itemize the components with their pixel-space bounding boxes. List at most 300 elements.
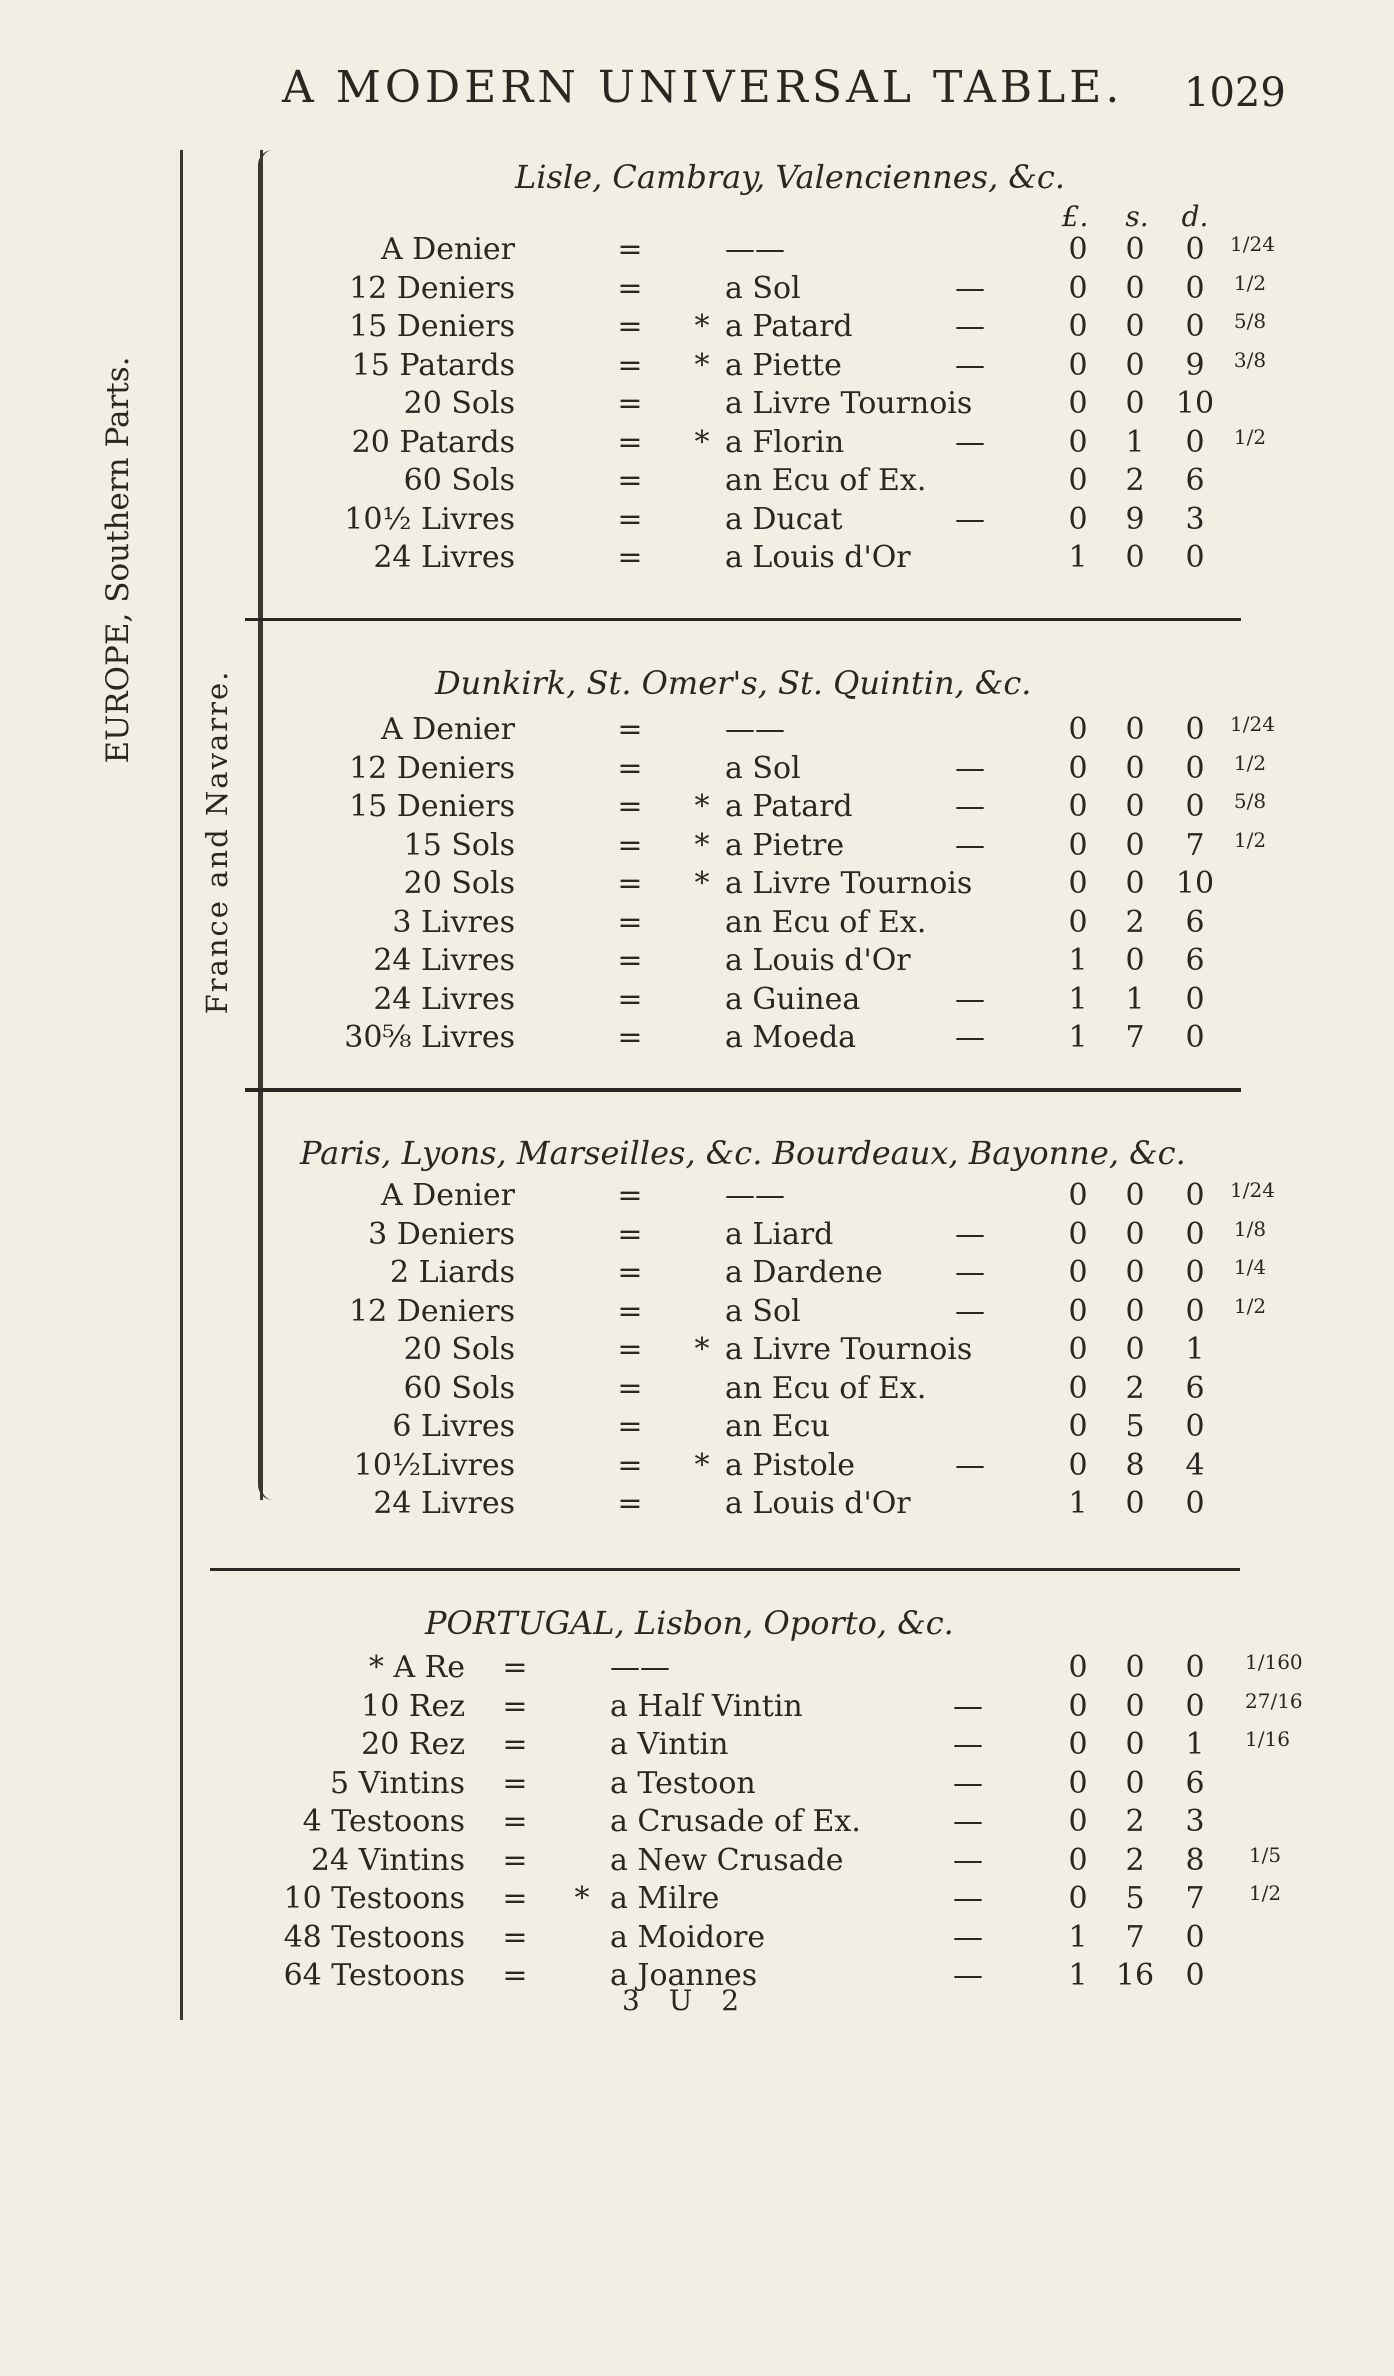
coin-name-cell: an Ecu (725, 1409, 830, 1444)
quantity-cell: A Denier (380, 712, 515, 747)
section-title: Paris, Lyons, Marseilles, &c. Bourdeaux, Bayonne, &c. (300, 1134, 1186, 1172)
signature-mark: 3 U 2 (622, 1984, 750, 2017)
quantity-cell: 24 Livres (373, 1486, 515, 1521)
dash-mark: — (953, 1919, 983, 1955)
col-head-pounds: £. (1061, 200, 1089, 233)
table-row (0, 1920, 1394, 1958)
fraction-cell: 5/8 (1233, 309, 1267, 333)
table-row (0, 1178, 1394, 1216)
shillings-cell: 0 (1125, 712, 1145, 747)
quantity-cell: 15 Sols (403, 827, 515, 863)
pounds-cell: 0 (1068, 904, 1088, 940)
equals-sign: = (617, 1178, 643, 1213)
quantity-cell: 64 Testoons (283, 1958, 465, 1993)
dash-mark: — (955, 309, 985, 344)
fraction-cell: 1/8 (1233, 1216, 1267, 1241)
asterisk-mark: * (694, 827, 710, 863)
shillings-cell: 0 (1125, 270, 1145, 306)
shillings-cell: 0 (1125, 1486, 1145, 1521)
shillings-cell: 7 (1125, 1919, 1145, 1955)
equals-sign: = (617, 943, 643, 978)
equals-sign: = (617, 1447, 643, 1483)
equals-sign: = (617, 270, 643, 306)
col-head-pence: d. (1181, 200, 1209, 233)
pounds-cell: 0 (1068, 1447, 1088, 1483)
fraction-cell: 1/16 (1245, 1727, 1290, 1751)
pence-cell: 0 (1185, 789, 1205, 824)
shillings-cell: 0 (1125, 1727, 1145, 1762)
table-row (0, 1409, 1394, 1447)
quantity-cell: 20 Sols (403, 1332, 515, 1367)
pence-cell: 0 (1185, 424, 1205, 460)
table-row (0, 828, 1394, 866)
coin-name-cell: a Liard (725, 1216, 834, 1252)
table-row (0, 1804, 1394, 1842)
table-row (0, 1689, 1394, 1727)
table-row (0, 309, 1394, 347)
dash-mark: — (955, 750, 985, 786)
fraction-cell: 1/160 (1245, 1650, 1303, 1674)
equals-sign: = (617, 501, 643, 537)
pounds-cell: 0 (1068, 501, 1088, 537)
pounds-cell: 1 (1068, 1020, 1088, 1055)
fraction-cell: 1/24 (1230, 232, 1275, 256)
pence-cell: 0 (1185, 540, 1205, 575)
quantity-cell: * A Re (368, 1650, 465, 1685)
fraction-cell: 3/8 (1233, 347, 1267, 372)
coin-name-cell: a Louis d'Or (725, 943, 911, 978)
shillings-cell: 0 (1125, 943, 1145, 978)
quantity-cell: 12 Deniers (349, 750, 515, 786)
coin-name-cell: an Ecu of Ex. (725, 904, 927, 940)
table-row (0, 1294, 1394, 1332)
equals-sign: = (617, 1332, 643, 1367)
equals-sign: = (617, 1293, 643, 1329)
quantity-cell: 24 Livres (373, 540, 515, 575)
page-title: A MODERN UNIVERSAL TABLE. (282, 62, 1124, 113)
pence-cell: 0 (1185, 712, 1205, 747)
quantity-cell: 20 Patards (351, 424, 515, 460)
dash-mark: — (955, 1255, 985, 1290)
dash-mark: — (955, 501, 985, 537)
quantity-cell: 10 Testoons (283, 1881, 465, 1916)
quantity-cell: 30⅝ Livres (344, 1020, 515, 1055)
table-row (0, 1727, 1394, 1765)
equals-sign: = (617, 232, 643, 267)
pounds-cell: 0 (1068, 1765, 1088, 1801)
quantity-cell: 48 Testoons (283, 1919, 465, 1955)
pence-cell: 0 (1185, 1919, 1205, 1955)
coin-name-cell: a Livre Tournois (725, 866, 973, 901)
equals-sign: = (617, 347, 643, 383)
pounds-cell: 0 (1068, 866, 1088, 901)
pence-cell: 0 (1185, 309, 1205, 344)
dash-mark: — (953, 1842, 983, 1878)
quantity-cell: 4 Testoons (302, 1804, 465, 1839)
coin-name-cell: a Louis d'Or (725, 540, 911, 575)
pence-cell: 1 (1185, 1727, 1205, 1762)
asterisk-mark: * (694, 1332, 710, 1367)
pounds-cell: 0 (1068, 1688, 1088, 1724)
table-row (0, 943, 1394, 981)
pence-cell: 10 (1175, 866, 1215, 901)
coin-name-cell: a Joannes (610, 1958, 758, 1993)
side-label-region: EUROPE, Southern Parts. (100, 356, 136, 764)
quantity-cell: 20 Sols (403, 866, 515, 901)
equals-sign: = (617, 540, 643, 575)
pounds-cell: 0 (1068, 270, 1088, 306)
shillings-cell: 9 (1125, 501, 1145, 537)
asterisk-mark: * (574, 1881, 590, 1916)
section-divider (245, 618, 1241, 621)
table-row (0, 1371, 1394, 1409)
pence-cell: 6 (1185, 1765, 1205, 1801)
pounds-cell: 0 (1068, 309, 1088, 344)
table-row (0, 386, 1394, 424)
pence-cell: 6 (1185, 1370, 1205, 1406)
equals-sign: = (617, 712, 643, 747)
table-row (0, 271, 1394, 309)
pence-cell: 0 (1185, 1650, 1205, 1685)
side-label-country: France and Navarre. (200, 669, 234, 1015)
dash-mark: — (953, 1727, 983, 1762)
asterisk-mark: * (694, 789, 710, 824)
pence-cell: 0 (1185, 1486, 1205, 1521)
pounds-cell: 0 (1068, 1370, 1088, 1406)
table-row (0, 348, 1394, 386)
pence-cell: 6 (1185, 904, 1205, 940)
table-row (0, 712, 1394, 750)
table-row (0, 789, 1394, 827)
coin-name-cell: a Pistole (725, 1447, 856, 1483)
equals-sign: = (502, 1842, 528, 1878)
equals-sign: = (617, 1486, 643, 1521)
shillings-cell: 2 (1125, 1370, 1145, 1406)
pounds-cell: 0 (1068, 1216, 1088, 1252)
dash-mark: — (955, 981, 985, 1017)
shillings-cell: 0 (1125, 232, 1145, 267)
table-row (0, 866, 1394, 904)
pence-cell: 6 (1185, 943, 1205, 978)
equals-sign: = (502, 1727, 528, 1762)
pence-cell: 8 (1185, 1842, 1205, 1878)
pence-cell: 0 (1185, 1255, 1205, 1290)
section-title: Lisle, Cambray, Valenciennes, &c. (515, 158, 1065, 196)
pence-cell: 0 (1185, 1293, 1205, 1329)
equals-sign: = (617, 981, 643, 1017)
pounds-cell: 1 (1068, 540, 1088, 575)
pounds-cell: 0 (1068, 1842, 1088, 1878)
coin-name-cell: an Ecu of Ex. (725, 463, 927, 498)
coin-name-cell: —— (610, 1650, 670, 1685)
coin-name-cell: a Sol (725, 750, 801, 786)
coin-name-cell: a Louis d'Or (725, 1486, 911, 1521)
coin-name-cell: a Vintin (610, 1727, 729, 1762)
coin-name-cell: an Ecu of Ex. (725, 1370, 927, 1406)
pence-cell: 0 (1185, 1958, 1205, 1993)
equals-sign: = (617, 789, 643, 824)
pence-cell: 7 (1185, 827, 1205, 863)
table-row (0, 905, 1394, 943)
pounds-cell: 0 (1068, 1881, 1088, 1916)
coin-name-cell: a Crusade of Ex. (610, 1804, 861, 1839)
fraction-cell: 1/2 (1248, 1881, 1282, 1905)
quantity-cell: 24 Livres (373, 943, 515, 978)
pounds-cell: 1 (1068, 1486, 1088, 1521)
shillings-cell: 0 (1125, 1293, 1145, 1329)
quantity-cell: A Denier (380, 232, 515, 267)
section-title: PORTUGAL, Lisbon, Oporto, &c. (425, 1604, 954, 1642)
shillings-cell: 0 (1125, 1688, 1145, 1724)
equals-sign: = (617, 424, 643, 460)
shillings-cell: 16 (1115, 1958, 1155, 1993)
table-row (0, 751, 1394, 789)
pence-cell: 0 (1185, 1409, 1205, 1444)
quantity-cell: 6 Livres (392, 1409, 515, 1444)
shillings-cell: 0 (1125, 386, 1145, 421)
quantity-cell: 15 Deniers (349, 789, 515, 824)
dash-mark: — (955, 424, 985, 460)
pounds-cell: 0 (1068, 789, 1088, 824)
coin-name-cell: a Patard (725, 309, 853, 344)
pounds-cell: 0 (1068, 1255, 1088, 1290)
shillings-cell: 8 (1125, 1447, 1145, 1483)
quantity-cell: 20 Sols (403, 386, 515, 421)
dash-mark: — (953, 1765, 983, 1801)
shillings-cell: 0 (1125, 1216, 1145, 1252)
quantity-cell: 3 Deniers (368, 1216, 515, 1252)
pounds-cell: 0 (1068, 1804, 1088, 1839)
pounds-cell: 0 (1068, 386, 1088, 421)
equals-sign: = (617, 1216, 643, 1252)
pounds-cell: 1 (1068, 1919, 1088, 1955)
table-row (0, 502, 1394, 540)
pence-cell: 4 (1185, 1447, 1205, 1483)
pence-cell: 7 (1185, 1881, 1205, 1916)
pence-cell: 0 (1185, 1216, 1205, 1252)
table-row (0, 463, 1394, 501)
equals-sign: = (617, 866, 643, 901)
shillings-cell: 7 (1125, 1020, 1145, 1055)
coin-name-cell: a Livre Tournois (725, 1332, 973, 1367)
table-row (0, 1881, 1394, 1919)
pence-cell: 10 (1175, 386, 1215, 421)
shillings-cell: 0 (1125, 540, 1145, 575)
shillings-cell: 2 (1125, 463, 1145, 498)
equals-sign: = (617, 827, 643, 863)
quantity-cell: 10 Rez (361, 1688, 465, 1724)
fraction-cell: 5/8 (1233, 789, 1267, 813)
coin-name-cell: a Patard (725, 789, 853, 824)
shillings-cell: 0 (1125, 827, 1145, 863)
pounds-cell: 0 (1068, 232, 1088, 267)
coin-name-cell: —— (725, 232, 785, 267)
quantity-cell: 10½Livres (353, 1447, 515, 1483)
dash-mark: — (953, 1804, 983, 1839)
shillings-cell: 0 (1125, 347, 1145, 383)
asterisk-mark: * (694, 424, 710, 460)
coin-name-cell: a Testoon (610, 1765, 756, 1801)
col-head-shillings: s. (1125, 200, 1149, 233)
shillings-cell: 5 (1125, 1409, 1145, 1444)
quantity-cell: 2 Liards (390, 1255, 515, 1290)
pence-cell: 9 (1185, 347, 1205, 383)
equals-sign: = (617, 386, 643, 421)
equals-sign: = (617, 463, 643, 498)
coin-name-cell: —— (725, 712, 785, 747)
pounds-cell: 0 (1068, 1178, 1088, 1213)
shillings-cell: 0 (1125, 1650, 1145, 1685)
table-row (0, 1332, 1394, 1370)
shillings-cell: 2 (1125, 904, 1145, 940)
dash-mark: — (955, 1293, 985, 1329)
pounds-cell: 0 (1068, 712, 1088, 747)
fraction-cell: 1/2 (1233, 827, 1267, 852)
quantity-cell: 5 Vintins (329, 1765, 465, 1801)
table-row (0, 1843, 1394, 1881)
equals-sign: = (617, 1255, 643, 1290)
fraction-cell: 1/2 (1233, 424, 1267, 449)
pounds-cell: 1 (1068, 943, 1088, 978)
equals-sign: = (502, 1958, 528, 1993)
fraction-cell: 1/24 (1230, 712, 1275, 736)
table-row (0, 1448, 1394, 1486)
pence-cell: 0 (1185, 1688, 1205, 1724)
coin-name-cell: a Dardene (725, 1255, 883, 1290)
fraction-cell: 1/2 (1233, 270, 1267, 295)
pounds-cell: 0 (1068, 1650, 1088, 1685)
equals-sign: = (617, 1370, 643, 1406)
shillings-cell: 2 (1125, 1842, 1145, 1878)
pounds-cell: 0 (1068, 424, 1088, 460)
coin-name-cell: a Milre (610, 1881, 720, 1916)
fraction-cell: 1/5 (1248, 1842, 1282, 1867)
quantity-cell: 3 Livres (392, 904, 515, 940)
fraction-cell: 1/4 (1233, 1255, 1267, 1279)
shillings-cell: 0 (1125, 1178, 1145, 1213)
quantity-cell: 24 Vintins (310, 1842, 465, 1878)
page-number: 1029 (1184, 70, 1286, 116)
table-row (0, 982, 1394, 1020)
fraction-cell: 1/2 (1233, 1293, 1267, 1318)
coin-name-cell: a Livre Tournois (725, 386, 973, 421)
shillings-cell: 5 (1125, 1881, 1145, 1916)
coin-name-cell: a Pietre (725, 827, 845, 863)
pounds-cell: 1 (1068, 981, 1088, 1017)
equals-sign: = (617, 1409, 643, 1444)
dash-mark: — (953, 1958, 983, 1993)
quantity-cell: 15 Patards (351, 347, 515, 383)
pence-cell: 0 (1185, 1020, 1205, 1055)
pence-cell: 3 (1185, 501, 1205, 537)
pence-cell: 3 (1185, 1804, 1205, 1839)
pounds-cell: 0 (1068, 1727, 1088, 1762)
pounds-cell: 1 (1068, 1958, 1088, 1993)
coin-name-cell: a Piette (725, 347, 842, 383)
dash-mark: — (955, 347, 985, 383)
quantity-cell: 60 Sols (403, 1370, 515, 1406)
coin-name-cell: a Sol (725, 1293, 801, 1329)
dash-mark: — (953, 1881, 983, 1916)
fraction-cell: 1/2 (1233, 750, 1267, 775)
pence-cell: 0 (1185, 750, 1205, 786)
coin-name-cell: a Sol (725, 270, 801, 306)
shillings-cell: 2 (1125, 1804, 1145, 1839)
pounds-cell: 0 (1068, 1332, 1088, 1367)
coin-name-cell: a Half Vintin (610, 1688, 803, 1724)
shillings-cell: 0 (1125, 1765, 1145, 1801)
coin-name-cell: —— (725, 1178, 785, 1213)
table-row (0, 232, 1394, 270)
table-row (0, 1255, 1394, 1293)
asterisk-mark: * (694, 347, 710, 383)
equals-sign: = (617, 309, 643, 344)
shillings-cell: 1 (1125, 981, 1145, 1017)
shillings-cell: 0 (1125, 866, 1145, 901)
equals-sign: = (502, 1881, 528, 1916)
dash-mark: — (955, 1216, 985, 1252)
section-divider (245, 1088, 1241, 1092)
table-row (0, 540, 1394, 578)
asterisk-mark: * (694, 309, 710, 344)
equals-sign: = (502, 1688, 528, 1724)
fraction-cell: 27/16 (1245, 1688, 1303, 1713)
quantity-cell: 24 Livres (373, 981, 515, 1017)
dash-mark: — (953, 1688, 983, 1724)
table-row (0, 1766, 1394, 1804)
pence-cell: 0 (1185, 1178, 1205, 1213)
quantity-cell: 15 Deniers (349, 309, 515, 344)
pounds-cell: 0 (1068, 347, 1088, 383)
dash-mark: — (955, 827, 985, 863)
section-divider (210, 1568, 1240, 1571)
pounds-cell: 0 (1068, 1293, 1088, 1329)
pence-cell: 0 (1185, 981, 1205, 1017)
coin-name-cell: a Guinea (725, 981, 861, 1017)
coin-name-cell: a Florin (725, 424, 845, 460)
equals-sign: = (617, 750, 643, 786)
equals-sign: = (617, 1020, 643, 1055)
quantity-cell: 12 Deniers (349, 270, 515, 306)
fraction-cell: 1/24 (1230, 1178, 1275, 1202)
pounds-cell: 0 (1068, 827, 1088, 863)
pence-cell: 0 (1185, 232, 1205, 267)
quantity-cell: 20 Rez (361, 1727, 465, 1762)
table-row (0, 1217, 1394, 1255)
dash-mark: — (955, 1447, 985, 1483)
quantity-cell: 60 Sols (403, 463, 515, 498)
pounds-cell: 0 (1068, 463, 1088, 498)
equals-sign: = (502, 1650, 528, 1685)
dash-mark: — (955, 1020, 985, 1055)
quantity-cell: A Denier (380, 1178, 515, 1213)
pounds-cell: 0 (1068, 750, 1088, 786)
coin-name-cell: a Ducat (725, 501, 843, 537)
quantity-cell: 10½ Livres (344, 501, 515, 537)
coin-name-cell: a New Crusade (610, 1842, 844, 1878)
pence-cell: 1 (1185, 1332, 1205, 1367)
asterisk-mark: * (694, 866, 710, 901)
pounds-cell: 0 (1068, 1409, 1088, 1444)
dash-mark: — (955, 270, 985, 306)
coin-name-cell: a Moidore (610, 1919, 766, 1955)
table-row (0, 1486, 1394, 1524)
asterisk-mark: * (694, 1447, 710, 1483)
shillings-cell: 0 (1125, 789, 1145, 824)
equals-sign: = (502, 1765, 528, 1801)
shillings-cell: 0 (1125, 1255, 1145, 1290)
shillings-cell: 0 (1125, 1332, 1145, 1367)
